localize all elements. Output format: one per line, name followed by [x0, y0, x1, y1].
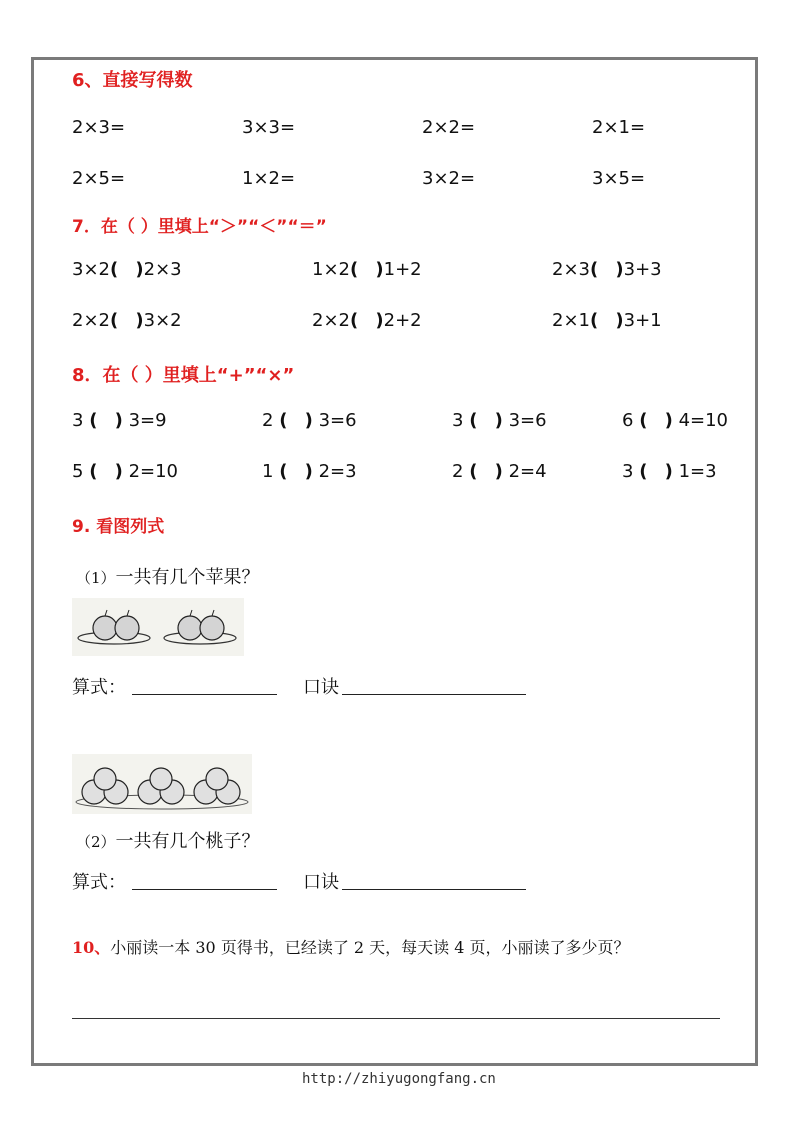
q9-part1-prompt: （1）一共有几个苹果？ — [76, 567, 260, 588]
q6-item: 2×5= — [72, 168, 126, 189]
q7-item: 2×3( )3+3 — [552, 259, 662, 280]
q8-item: 3 ( ) 3=6 — [452, 410, 547, 431]
q8-item: 2 ( ) 2=4 — [452, 461, 547, 482]
q7-item: 2×1( )3+1 — [552, 310, 662, 331]
q9-part2-rhyme-label: 口诀 — [303, 872, 339, 893]
q9-part1-rhyme-label: 口诀 — [303, 677, 339, 698]
q6-title: 6、直接写得数 — [72, 70, 193, 91]
q9-part2-rhyme-blank[interactable] — [342, 889, 526, 890]
q9-part2-formula-blank[interactable] — [132, 889, 277, 890]
q9-part1-formula-blank[interactable] — [132, 694, 277, 695]
q7-item: 3×2( )2×3 — [72, 259, 182, 280]
q6-item: 1×2= — [242, 168, 296, 189]
q7-item: 2×2( )2+2 — [312, 310, 422, 331]
q6-item: 2×3= — [72, 117, 126, 138]
q9-part2-prompt: （2）一共有几个桃子？ — [76, 831, 260, 852]
q8-item: 1 ( ) 2=3 — [262, 461, 357, 482]
page-border — [31, 57, 758, 1066]
q6-item: 3×2= — [422, 168, 476, 189]
q8-item: 5 ( ) 2=10 — [72, 461, 179, 482]
q6-item: 3×3= — [242, 117, 296, 138]
q8-title: 8．在（ ）里填上“+”“×” — [72, 365, 295, 386]
q8-item: 2 ( ) 3=6 — [262, 410, 357, 431]
q9-part2-formula-label: 算式： — [72, 872, 126, 893]
q6-item: 3×5= — [592, 168, 646, 189]
q8-item: 3 ( ) 1=3 — [622, 461, 717, 482]
q7-title: 7．在（ ）里填上“＞”“＜”“＝” — [72, 217, 327, 237]
q8-item: 6 ( ) 4=10 — [622, 410, 729, 431]
q7-item: 1×2( )1+2 — [312, 259, 422, 280]
peaches-picture — [72, 754, 252, 814]
q10-answer-line[interactable] — [72, 1018, 720, 1019]
q6-item: 2×1= — [592, 117, 646, 138]
q10-prompt: 10、小丽读一本 30 页得书，已经读了 2 天，每天读 4 页，小丽读了多少页？ — [72, 938, 630, 957]
footer-url: http://zhiyugongfang.cn — [302, 1071, 496, 1087]
q9-part1-formula-label: 算式： — [72, 677, 126, 698]
q9-part1-rhyme-blank[interactable] — [342, 694, 526, 695]
q6-item: 2×2= — [422, 117, 476, 138]
q8-item: 3 ( ) 3=9 — [72, 410, 167, 431]
apples-picture — [72, 598, 244, 656]
q7-item: 2×2( )3×2 — [72, 310, 182, 331]
q9-title: 9. 看图列式 — [72, 517, 165, 537]
